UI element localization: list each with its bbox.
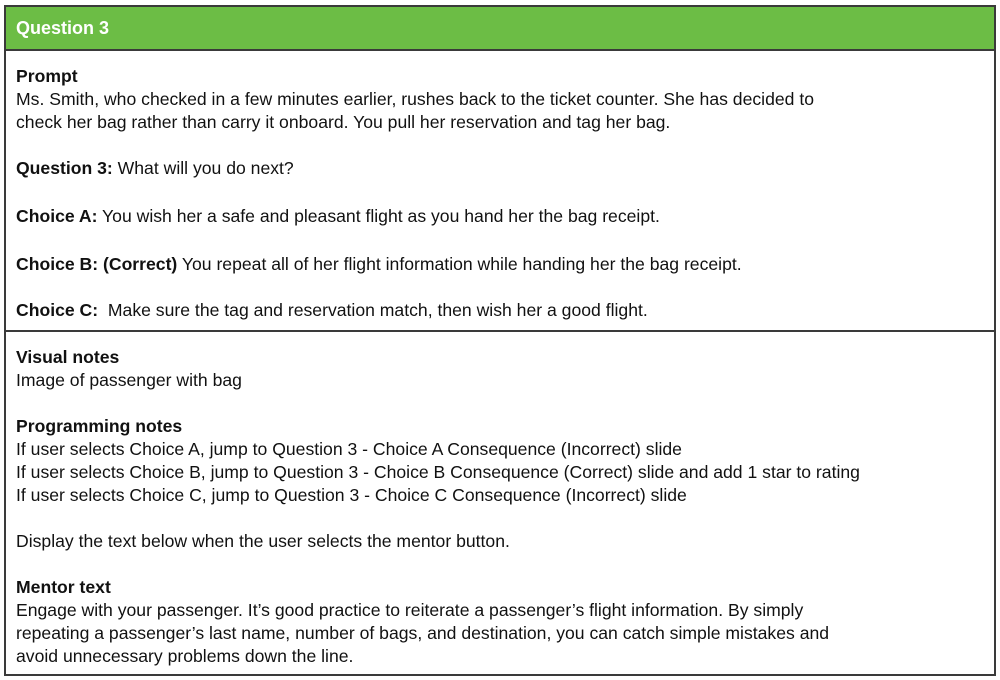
- visual-notes-text: Image of passenger with bag: [16, 370, 242, 390]
- prompt-line: Ms. Smith, who checked in a few minutes earlier, rushes back to the ticket counter. She has decided to: [16, 89, 814, 109]
- mentor-text-line: Engage with your passenger. It’s good practice to reiterate a passenger’s flight information. By simply: [16, 600, 804, 620]
- prompt-line: check her bag rather than carry it onboard. You pull her reservation and tag her bag.: [16, 112, 671, 132]
- question-header: [6, 7, 994, 51]
- question-title: Question 3: [16, 17, 110, 38]
- programming-note-line: If user selects Choice A, jump to Question 3 - Choice A Consequence (Incorrect) slide: [16, 439, 682, 459]
- choice-c-label: Choice C:: [16, 300, 99, 320]
- choice-b: [16, 253, 984, 276]
- programming-note-line: If user selects Choice C, jump to Question 3 - Choice C Consequence (Incorrect) slide: [16, 485, 687, 505]
- question-line: [16, 157, 984, 180]
- mentor-text-label: Mentor text: [16, 577, 111, 597]
- question-label: Question 3:: [16, 158, 113, 178]
- choice-c-text: Make sure the tag and reservation match, then wish her a good flight.: [98, 300, 648, 320]
- choice-a-label: Choice A:: [16, 206, 98, 226]
- programming-note-line: If user selects Choice B, jump to Question 3 - Choice B Consequence (Correct) slide and add 1 star to rating: [16, 462, 860, 482]
- mentor-text-line: avoid unnecessary problems down the line.: [16, 646, 354, 666]
- visual-notes-label: Visual notes: [16, 347, 120, 367]
- choice-c: [16, 299, 984, 322]
- mentor-text-line: repeating a passenger’s last name, number of bags, and destination, you can catch simple mistakes and: [16, 623, 830, 643]
- choice-a-text: You wish her a safe and pleasant flight as you hand her the bag receipt.: [97, 206, 660, 226]
- notes-section: [6, 332, 994, 668]
- display-note: Display the text below when the user selects the mentor button.: [16, 531, 510, 551]
- choice-b-label: Choice B: (Correct): [16, 254, 178, 274]
- choice-a: [16, 205, 984, 228]
- choice-b-text: You repeat all of her flight information while handing her the bag receipt.: [177, 254, 742, 274]
- prompt-section: [6, 51, 994, 332]
- prompt-label: Prompt: [16, 66, 78, 86]
- question-table: [4, 5, 996, 676]
- question-text: What will you do next?: [112, 158, 294, 178]
- programming-notes-label: Programming notes: [16, 416, 183, 436]
